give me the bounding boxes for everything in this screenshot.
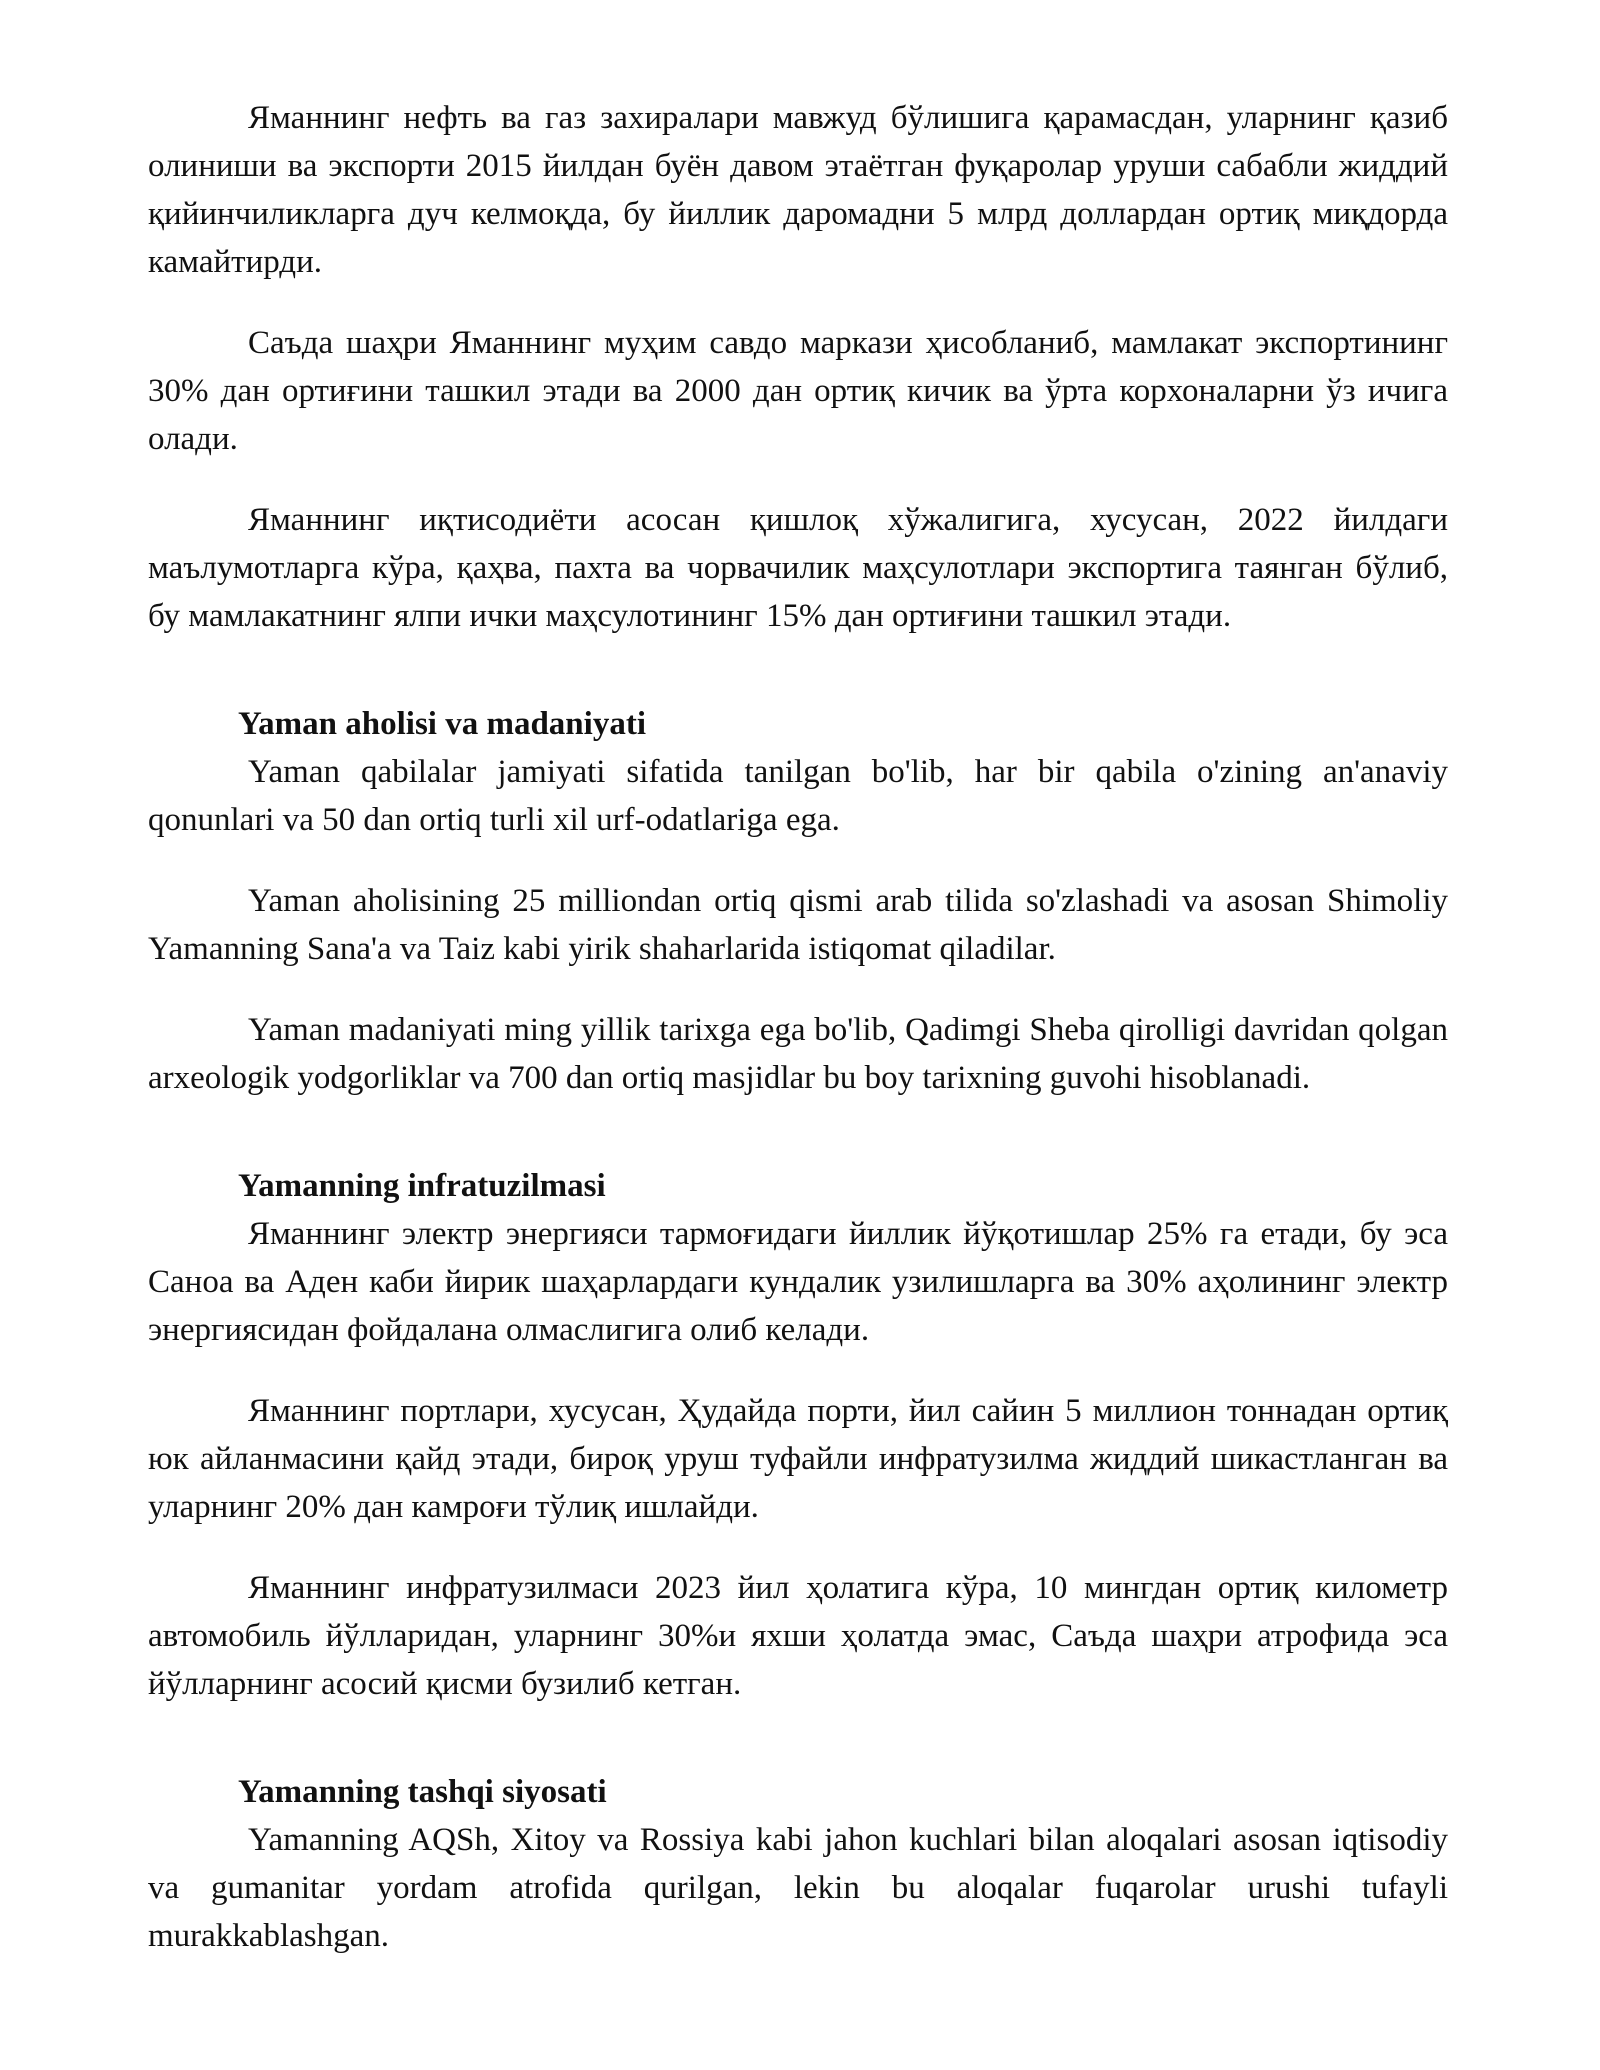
- paragraph: Яманнинг инфратузилмаси 2023 йил ҳолатига кўра, 10 мингдан ортиқ километр автомобиль йўлларидан, уларнинг 30%и яхши ҳолатда эмас, Саъда шаҳри атрофида эса йўлларнинг асосий қисми бузилиб кетган.: [148, 1570, 1448, 1702]
- paragraph: Яманнинг электр энергияси тармоғидаги йиллик йўқотишлар 25% га етади, бу эса Саноа ва Аден каби йирик шаҳарлардаги кундалик узилишларга ва 30% аҳолининг электр энергиясидан фойдалана олмаслигига олиб келади.: [148, 1216, 1448, 1348]
- section-foreign-policy: [148, 1768, 1448, 1960]
- section-infrastructure: [148, 1162, 1448, 1708]
- paragraph: Yaman madaniyati ming yillik tarixga ega bo'lib, Qadimgi Sheba qirolligi davridan qolgan arxeologik yodgorliklar va 700 dan ortiq masjidlar bu boy tarixning guvohi hisoblanadi.: [148, 1012, 1448, 1096]
- paragraph: Яманнинг иқтисодиёти асосан қишлоқ хўжалигига, хусусан, 2022 йилдаги маълумотларга кўра, қаҳва, пахта ва чорвачилик маҳсулотлари экспортига таянган бўлиб, бу мамлакатнинг ялпи ички маҳсулотининг 15% дан ортиғини ташкил этади.: [148, 502, 1448, 634]
- section-heading: Yaman aholisi va madaniyati: [238, 706, 646, 742]
- paragraph: Яманнинг портлари, хусусан, Ҳудайда порти, йил сайин 5 миллион тоннадан ортиқ юк айланмасини қайд этади, бироқ уруш туфайли инфратузилма жиддий шикастланган ва уларнинг 20% дан камроғи тўлиқ ишлайди.: [148, 1393, 1448, 1525]
- paragraph: Yamanning AQSh, Xitoy va Rossiya kabi jahon kuchlari bilan aloqalari asosan iqtisodiy va gumanitar yordam atrofida qurilgan, lekin bu aloqalar fuqarolar urushi tufayli murakkablashgan.: [148, 1822, 1448, 1954]
- paragraph: Саъда шаҳри Яманнинг муҳим савдо маркази ҳисобланиб, мамлакат экспортининг 30% дан ортиғини ташкил этади ва 2000 дан ортиқ кичик ва ўрта корхоналарни ўз ичига олади.: [148, 325, 1448, 457]
- section-heading: Yamanning infratuzilmasi: [238, 1168, 606, 1204]
- paragraph: Yaman qabilalar jamiyati sifatida tanilgan bo'lib, har bir qabila o'zining an'anaviy qonunlari va 50 dan ortiq turli xil urf-odatlariga ega.: [148, 754, 1448, 838]
- paragraph: Yaman aholisining 25 milliondan ortiq qismi arab tilida so'zlashadi va asosan Shimoliy Yamanning Sana'a va Taiz kabi yirik shaharlarida istiqomat qiladilar.: [148, 883, 1448, 967]
- document-page: [148, 94, 1448, 1960]
- paragraph: Яманнинг нефть ва газ захиралари мавжуд бўлишига қарамасдан, уларнинг қазиб олиниши ва экспорти 2015 йилдан буён давом этаётган фуқаролар уруши сабабли жиддий қийинчиликларга дуч келмоқда, бу йиллик даромадни 5 млрд доллардан ортиқ миқдорда камайтирди.: [148, 100, 1448, 280]
- section-population-culture: [148, 700, 1448, 1102]
- section-heading: Yamanning tashqi siyosati: [238, 1774, 607, 1810]
